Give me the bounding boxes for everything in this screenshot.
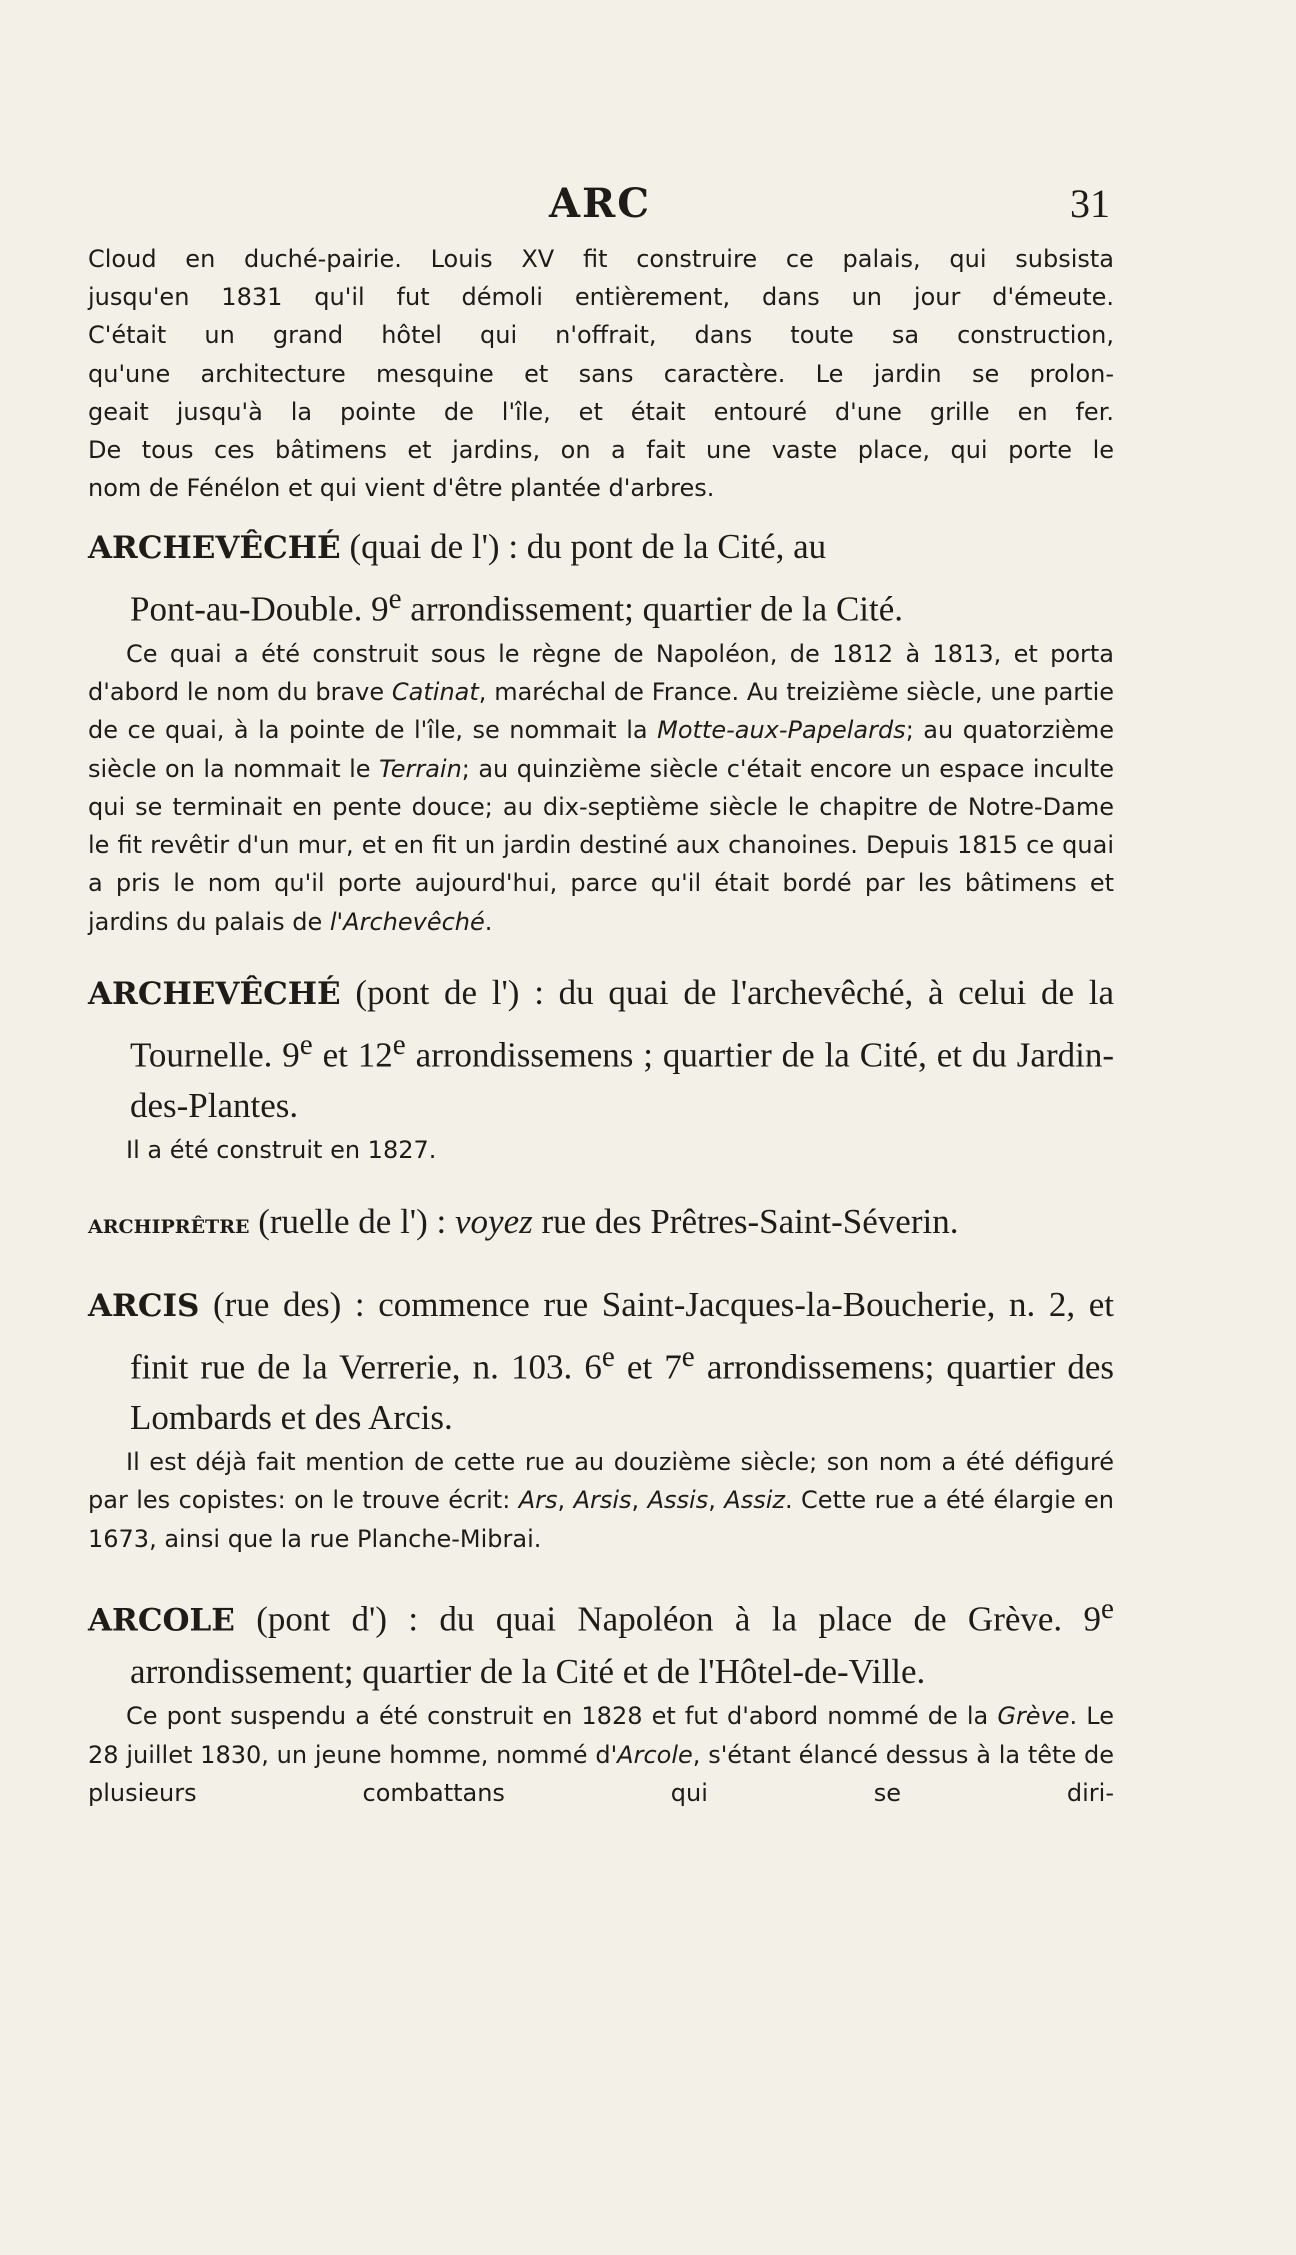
intro-paragraph [88,240,1114,507]
running-header [90,180,1110,230]
entry-body [88,1443,1114,1558]
body-text: Il est déjà fait mention de cette rue au douzième siècle; son nom a été défiguré par les copistes: on le trouve écrit: [88,1448,1114,1515]
body-text: , maréchal de France. Au treizième siècle, une partie de ce quai, à la pointe de l'île, se nommait la [88,678,1115,745]
headword: ARCHEVÊCHÉ [88,530,341,567]
superscript: e [299,1028,313,1061]
entry-text: arrondissemens; quartier des Lombards et des Arcis. [130,1347,1114,1438]
entry-body [88,635,1114,941]
body-text: , [631,1486,648,1515]
intro-line: geait jusqu'à la pointe de l'île, et était entouré d'une grille en fer. [88,397,1114,426]
entry-text: (rue des) : commence rue Saint-Jacques-la-Boucherie, n. 2, et finit rue de la Verrerie, n. 103. 6 [130,1284,1114,1387]
body-italic: Assiz [724,1486,785,1515]
entry-text: arrondissement; quartier de la Cité et de l'Hôtel-de-Ville. [130,1652,926,1692]
entry-arcole [88,1584,1114,1812]
entry-text: rue des Prêtres-Saint-Séverin. [532,1201,959,1241]
entry-heading [88,521,1114,635]
entry-body [88,1697,1114,1812]
body-text: , s'étant élancé dessus à la tête de plusieurs combattans qui se diri- [88,1740,1115,1807]
body-italic: Motte-aux-Papelards [657,716,906,745]
intro-line: De tous ces bâtimens et jardins, on a fait une vaste place, qui porte le [88,436,1114,465]
page-number: 31 [1070,181,1110,226]
entry-italic: voyez [455,1201,533,1241]
body-italic: Terrain [379,754,462,783]
entry-text: arrondissemens ; quartier de la Cité, et du Jardin-des-Plantes. [130,1035,1114,1126]
body-italic: Ars [518,1486,558,1515]
headword: ARCHIPRÊTRE [88,1215,250,1238]
entry-text: (quai de l') : du pont de la Cité, au [340,527,827,567]
intro-line: qu'une architecture mesquine et sans caractère. Le jardin se prolon- [88,359,1114,388]
entry-arcis [88,1279,1114,1558]
entry-text: (pont d') : du quai Napoléon à la place de Grève. 9 [234,1599,1102,1639]
body-text: ; au quatorzième siècle on la nommait le [88,716,1114,783]
body-text: ; au quinzième siècle c'était encore un espace inculte qui se terminait en pente douce; au dix-septième siècle le chapitre de Notre-Dame le fit revêtir d'un mur, et en fit un jardin destiné aux chanoines. Depuis 1815 ce quai a pris le nom qu'il porte aujourd'hui, parce qu'il était bordé par les bâtimens et jardins du palais de [88,754,1114,936]
intro-line: C'était un grand hôtel qui n'offrait, dans toute sa construction, [88,321,1114,350]
body-text: , [557,1486,574,1515]
superscript: e [601,1340,615,1373]
body-italic: l'Archevêché [329,907,485,936]
body-text: , [708,1486,725,1515]
entry-body: Il a été construit en 1827. [126,1136,437,1165]
entry-text: Pont-au-Double. 9 [130,590,389,630]
entry-heading [88,1279,1114,1444]
body-text: Ce quai a été construit sous le règne de Napoléon, de 1812 à 1813, et porta d'abord le nom du brave [88,640,1114,707]
entry-text: arrondissement; quartier de la Cité. [401,590,904,630]
superscript: e [388,583,402,616]
entry-archeveche-quai [88,521,1114,940]
entry-text: (pont de l') : du quai de l'archevêché, à celui de la Tournelle. 9 [130,972,1114,1075]
running-head-title: ARC [548,180,652,227]
superscript: e [681,1340,695,1373]
body-text: Ce pont suspendu a été construit en 1828 et fut d'abord nommé de la [126,1702,998,1731]
body-italic: Assis [647,1486,709,1515]
superscript: e [1101,1592,1114,1625]
text-body [88,240,1114,1812]
entry-text: et 7 [614,1347,682,1387]
intro-line: Cloud en duché-pairie. Louis XV fit construire ce palais, qui subsista [88,245,1114,273]
superscript: e [392,1028,406,1061]
body-italic: Arsis [573,1486,632,1515]
intro-line: jusqu'en 1831 qu'il fut démoli entièrement, dans un jour d'émeute. [88,283,1114,312]
body-text: . Le 28 juillet 1830, un jeune homme, nommé d' [88,1702,1114,1769]
entry-archipretre [88,1196,1114,1253]
headword: ARCHEVÊCHÉ [88,975,341,1012]
body-italic: Grève [997,1702,1070,1731]
body-text: . Cette rue a été élargie en 1673, ainsi que la rue Planche-Mibrai. [88,1486,1114,1553]
body-text: . [484,907,493,936]
entry-archeveche-pont [88,967,1114,1170]
body-italic: Arcole [617,1740,693,1769]
entry-text: et 12 [312,1035,393,1075]
intro-line: nom de Fénélon et qui vient d'être plantée d'arbres. [88,474,715,503]
entry-text: (ruelle de l') : [249,1201,455,1241]
headword: ARCIS [88,1287,200,1324]
body-italic: Catinat [391,678,479,707]
entry-heading [88,1196,1114,1253]
entry-heading [88,1584,1114,1698]
entry-heading [88,967,1114,1132]
headword: ARCOLE [88,1602,235,1639]
